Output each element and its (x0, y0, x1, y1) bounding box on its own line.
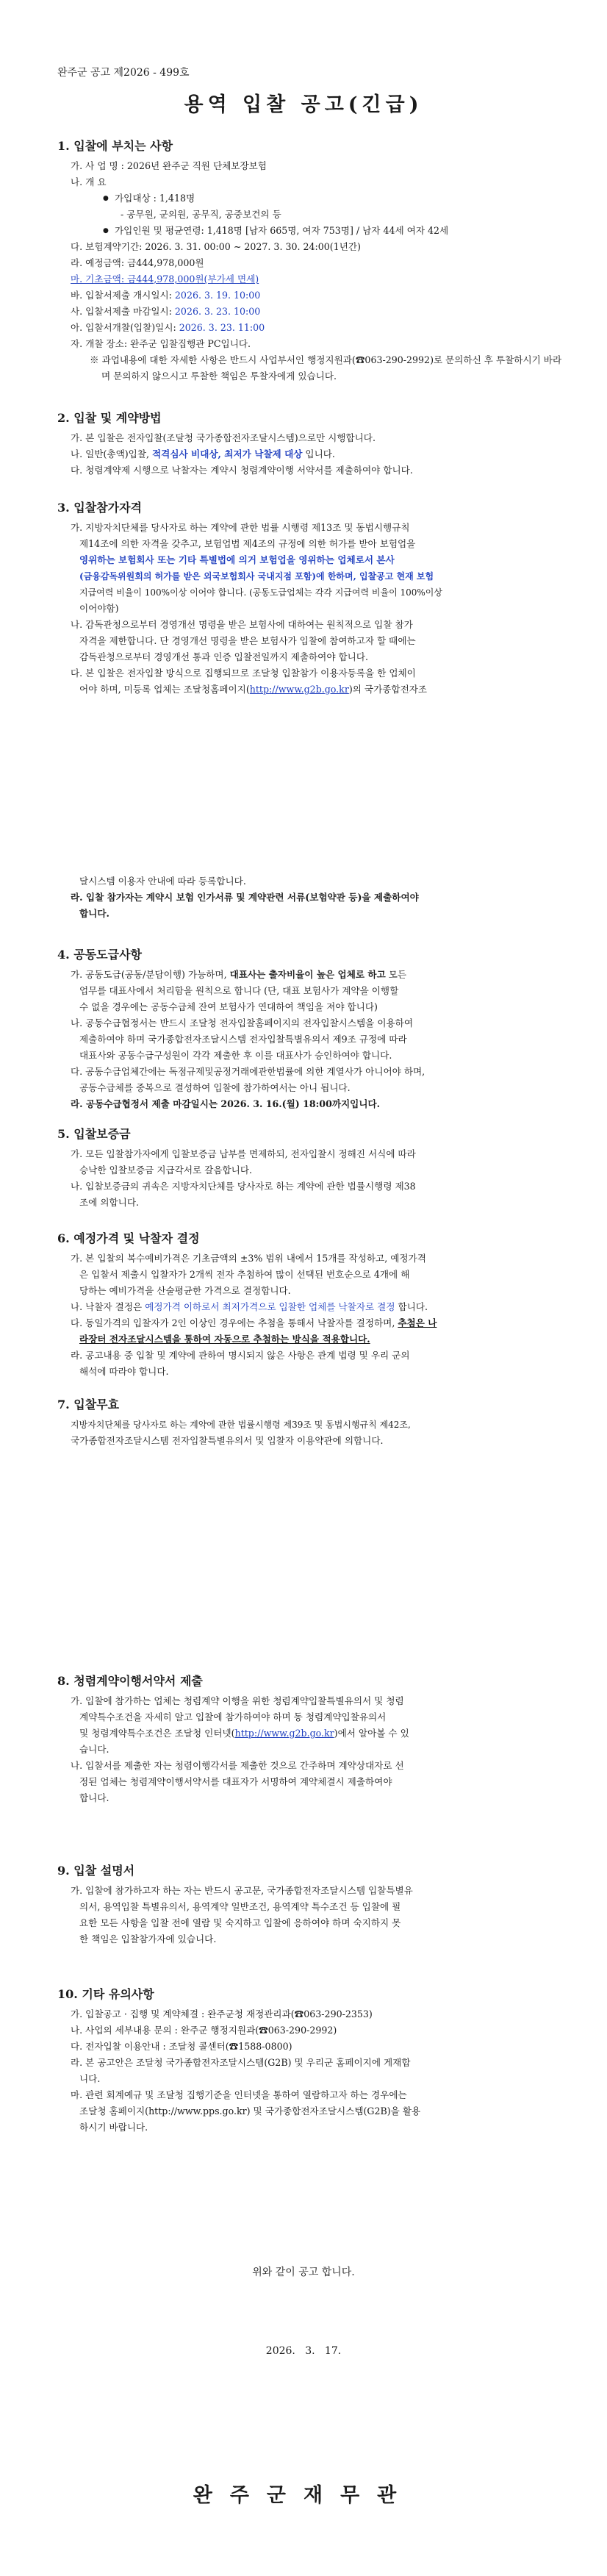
enrollment-count: ● 가입인원 및 평균연령: 1,418명 [남자 665명, 여자 753명] / 남자 44세 여자 42세 (57, 223, 564, 239)
contract-period: 다. 보험계약기간: 2026. 3. 31. 00:00 ~ 2027. 3. 30. 24:00(1년간) (71, 241, 361, 252)
highlight: 예정가격 이하로서 최저가격으로 입찰한 업체를 낙찰자로 결정 (145, 1301, 395, 1312)
value: 2026. 3. 23. 11:00 (179, 322, 265, 333)
price-line: 라장터 전자조달시스템을 통하여 자동으로 추첨하는 방식을 적용합니다. (79, 1334, 370, 1345)
section-6 (57, 1229, 564, 1380)
document-number: 완주군 공고 제2026 - 499호 (57, 67, 190, 79)
section-10 (57, 1985, 564, 2136)
contact-line: 마. 관련 회계예규 및 조달청 집행기준을 인터넷을 통하여 열람하고자 하는 경우에는 (71, 2089, 407, 2100)
price-line: 해석에 따라야 합니다. (79, 1366, 169, 1377)
section-3-continued (57, 873, 564, 922)
qualification-line: 합니다. (79, 908, 109, 919)
qualification-line: 영위하는 보험회사 또는 기타 특별법에 의거 보험업을 영위하는 업체로서 본사 (79, 554, 395, 565)
text: 나. 낙찰자 결정은 (71, 1301, 146, 1312)
price-line: 당하는 예비가격을 산술평균한 가격으로 결정합니다. (79, 1285, 291, 1296)
label: 바. 입찰서제출 개시일시: (71, 290, 175, 301)
g2b-link[interactable]: http://www.g2b.go.kr (249, 684, 349, 695)
joint-line: 라. 공동수급협정서 제출 마감일시는 2026. 3. 16.(월) 18:00까지입니다. (71, 1098, 381, 1109)
contact-line: 니다. (79, 2073, 101, 2084)
highlight: 대표사는 출자비율이 높은 업체로 하고 (229, 969, 386, 980)
integrity-line (57, 1725, 564, 1742)
contact-line: 다. 전자입찰 이용안내 : 조달청 콜센터(☎1588-0800) (71, 2041, 292, 2052)
bid-method: 가. 본 입찰은 전자입찰(조달청 국가종합전자조달시스템)으로만 시행합니다. (71, 432, 376, 443)
bid-close-datetime (57, 304, 564, 320)
text: 가. 공동도급(공동/분담이행) 가능하며, (71, 969, 230, 980)
text: 다. 동일가격의 입찰자가 2인 이상인 경우에는 추첨을 통해서 낙찰자를 결정하며, (71, 1317, 398, 1328)
integrity-line: 합니다. (79, 1792, 109, 1803)
section-heading: 6. 예정가격 및 낙찰자 결정 (57, 1231, 200, 1245)
joint-line: 제출하여야 하며 국가종합전자조달시스템 전자입찰특별유의서 제9조 규정에 따라 (79, 1034, 407, 1045)
project-name: 가. 사 업 명 : 2026년 완주군 직원 단체보장보험 (71, 160, 267, 171)
invalid-line: 국가종합전자조달시스템 전자입찰특별유의서 및 입찰자 이용약관에 의합니다. (71, 1435, 384, 1446)
opening-location: 자. 개찰 장소: 완주군 입찰집행관 PC입니다. (71, 338, 251, 349)
qualification-line: 자격을 제한합니다. 단 경영개선 명령을 받은 보험사가 입찰에 참여하고자 할 때에는 (79, 635, 416, 646)
section-heading: 1. 입찰에 부치는 사항 (57, 139, 173, 153)
page-title: 용역 입찰 공고(긴급) (184, 93, 423, 116)
issuer-name: 완주군재무관 (193, 2484, 414, 2507)
text: 합니다. (395, 1301, 428, 1312)
guide-line: 가. 입찰에 참가하고자 하는 자는 반드시 공고문, 국가종합전자조달시스템 입찰특별유 (71, 1885, 413, 1896)
text: 어야 하며, 미등록 업체는 조달청홈페이지( (79, 684, 250, 695)
estimated-amount: 라. 예정금액: 금444,978,000원 (71, 257, 204, 268)
invalid-line: 지방자치단체를 당사자로 하는 계약에 관한 법률시행령 제39조 및 동법시행규칙 제42조, (71, 1420, 411, 1430)
joint-line: 나. 공동수급협정서는 반드시 조달청 전자입찰홈페이지의 전자입찰시스템을 이용하여 (71, 1017, 413, 1028)
price-line (57, 1299, 564, 1315)
qualification-line (57, 681, 564, 698)
deposit-line: 승낙한 입찰보증금 지급각서로 갈음합니다. (79, 1164, 252, 1176)
value: 2026. 3. 19. 10:00 (174, 290, 261, 301)
qualification-line: 다. 본 입찰은 전자입찰 방식으로 집행되므로 조달청 입찰참가 이용자등록을 한 업체이 (71, 668, 416, 679)
qualification-line: 가. 지방자치단체를 당사자로 하는 계약에 관한 법률 시행령 제13조 및 동법시행규칙 (71, 522, 410, 533)
qualification-line: 이어야함) (79, 603, 119, 614)
enrollment-detail: - 공무원, 군의원, 공무직, 공중보건의 등 (121, 209, 281, 220)
section-heading: 4. 공동도급사항 (57, 948, 143, 962)
section-7 (57, 1395, 564, 1449)
section-8 (57, 1672, 564, 1806)
integrity-line: 계약특수조건을 자세히 알고 입찰에 참가하여야 하며 동 청렴계약입찰유의서 (79, 1711, 387, 1722)
section-2 (57, 409, 564, 479)
section-heading: 10. 기타 유의사항 (57, 1987, 154, 2001)
section-9 (57, 1861, 564, 1947)
qualification-line: 나. 감독관청으로부터 경영개선 명령을 받은 보험사에 대하여는 원칙적으로 입찰 참가 (71, 619, 413, 630)
text: 모든 (385, 969, 407, 980)
qualification-line: 지급여력 비율이 100%이상 이어야 합니다. (공동도급업체는 각각 지급여력 비율이 100%이상 (79, 587, 442, 598)
contact-line: 가. 입찰공고 · 집행 및 계약체결 : 완주군청 재정관리과(☎063-290-2353) (71, 2008, 373, 2019)
joint-line: 대표사와 공동수급구성원이 각각 제출한 후 이를 대표사가 승인하여야 합니다. (79, 1050, 392, 1061)
inquiry-note: ※ 과업내용에 대한 자세한 사항은 반드시 사업부서인 행정지원과(☎063-290-2992)로 문의하신 후 투찰하시기 바라며 문의하지 않으시고 투찰한 책임은 투찰자에게 있습니다. (90, 354, 562, 382)
guide-line: 의서, 용역입찰 특별유의서, 용역계약 일반조건, 용역계약 특수조건 등 입찰에 필 (79, 1901, 401, 1912)
bid-open-datetime (57, 287, 564, 304)
section-heading: 9. 입찰 설명서 (57, 1864, 135, 1878)
joint-line: 다. 공동수급업체간에는 독점규제및공정거래에관한법률에 의한 계열사가 아니어야 하며, (71, 1066, 425, 1077)
base-amount: 마. 기초금액: 금444,978,000원(부가세 면세) (71, 273, 259, 285)
text: )에서 알아볼 수 있 (334, 1728, 409, 1739)
joint-line: 공동수급체를 중복으로 결성하여 입찰에 참가하여서는 아니 됩니다. (79, 1082, 351, 1093)
highlight: 적격심사 비대상, 최저가 낙찰제 대상 (152, 448, 303, 459)
guide-line: 요한 모든 사항을 입찰 전에 열람 및 숙지하고 입찰에 응하여야 하며 숙지하지 못 (79, 1917, 401, 1928)
integrity-contract: 다. 청렴계약제 시행으로 낙찰자는 계약시 청렴계약이행 서약서를 제출하여야 합니다. (71, 465, 413, 476)
highlight: 추첨은 나 (398, 1317, 437, 1328)
award-method (57, 446, 564, 462)
notice-date: 2026. 3. 17. (265, 2345, 342, 2357)
integrity-line: 가. 입찰에 참가하는 업체는 청렴계약 이행을 위한 청렴계약입찰특별유의서 및 청렴 (71, 1695, 404, 1706)
g2b-link[interactable]: http://www.g2b.go.kr (234, 1728, 334, 1739)
qualification-line: 달시스템 이용자 안내에 따라 등록합니다. (79, 876, 246, 887)
section-5 (57, 1125, 564, 1211)
label: 사. 입찰서제출 마감일시: (71, 306, 175, 317)
section-heading: 2. 입찰 및 계약방법 (57, 411, 162, 425)
text: )의 국가종합전자조 (348, 684, 428, 695)
integrity-line: 습니다. (79, 1744, 109, 1755)
integrity-line: 정된 업체는 청렴계약이행서약서를 대표자가 서명하여 계약체결시 제출하여야 (79, 1776, 392, 1787)
qualification-line: (금융감독위원회의 허가를 받은 외국보험회사 국내지점 포함)에 한하며, 입찰공고 현재 보험 (79, 571, 434, 582)
integrity-line: 나. 입찰서를 제출한 자는 청렴이행각서를 제출한 것으로 간주하며 계약상대자로 선 (71, 1760, 404, 1771)
overview-label: 나. 개 요 (71, 176, 107, 187)
joint-line: 업무를 대표사에서 처리함을 원칙으로 합니다 (단, 대표 보험사가 계약을 이행할 (79, 985, 399, 996)
joint-line (57, 967, 564, 983)
joint-line: 수 없을 경우에는 공동수급체 잔여 보험사가 연대하여 책임을 져야 합니다) (79, 1001, 378, 1012)
section-3 (57, 498, 564, 698)
closing-statement: 위와 같이 공고 합니다. (252, 2266, 355, 2278)
section-heading: 5. 입찰보증금 (57, 1127, 131, 1141)
price-line: 가. 본 입찰의 복수예비가격은 기초금액의 ±3% 범위 내에서 15개를 작성하고, 예정가격 (71, 1253, 426, 1264)
qualification-line: 라. 입찰 참가자는 계약시 보험 인가서류 및 계약관련 서류(보험약관 등)을 제출하여야 (71, 892, 419, 903)
text: 입니다. (302, 448, 335, 459)
price-line: 라. 공고내용 중 입찰 및 계약에 관하여 명시되지 않은 사항은 관계 법령 및 우리 군의 (71, 1350, 410, 1361)
price-line (57, 1315, 564, 1331)
contact-line: 조달청 홈페이지(http://www.pps.go.kr) 및 국가종합전자조달시스템(G2B)을 활용 (79, 2105, 421, 2117)
contact-line: 나. 사업의 세부내용 문의 : 완주군 행정지원과(☎063-290-2992) (71, 2025, 337, 2036)
enrollment-target: ● 가입대상 : 1,418명 (57, 190, 564, 207)
guide-line: 한 책임은 입찰참가자에 있습니다. (79, 1933, 217, 1944)
section-heading: 3. 입찰참가자격 (57, 501, 143, 515)
text: 및 청렴계약특수조건은 조달청 인터넷( (79, 1728, 235, 1739)
bid-opening-datetime (57, 320, 564, 336)
value: 2026. 3. 23. 10:00 (174, 306, 261, 317)
qualification-line: 감독관청으로부터 경영개선 통과 인증 입찰전일까지 제출하여야 합니다. (79, 651, 368, 662)
text: 나. 일반(총액)입찰, (71, 448, 152, 459)
section-1 (57, 137, 564, 384)
label: 아. 입찰서개찰(입찰)일시: (71, 322, 179, 333)
contact-line: 라. 본 공고안은 조달청 국가종합전자조달시스템(G2B) 및 우리군 홈페이지에 게재합 (71, 2057, 411, 2068)
section-heading: 8. 청렴계약이행서약서 제출 (57, 1674, 203, 1688)
section-4 (57, 945, 564, 1112)
deposit-line: 조에 의합니다. (79, 1197, 139, 1208)
deposit-line: 가. 모든 입찰참가자에게 입찰보증금 납부를 면제하되, 전자입찰시 정해진 서식에 따라 (71, 1148, 416, 1159)
section-heading: 7. 입찰무효 (57, 1398, 120, 1412)
contact-line: 하시기 바랍니다. (79, 2122, 148, 2133)
deposit-line: 나. 입찰보증금의 귀속은 지방자치단체를 당사자로 하는 계약에 관한 법률시행령 제38 (71, 1181, 416, 1192)
price-line: 은 입찰서 제출시 입찰자가 2개씩 전자 추첨하여 많이 선택된 번호순으로 4개에 해 (79, 1269, 410, 1280)
qualification-line: 제14조에 의한 자격을 갖추고, 보험업법 제4조의 규정에 의한 허가를 받아 보험업을 (79, 538, 416, 549)
